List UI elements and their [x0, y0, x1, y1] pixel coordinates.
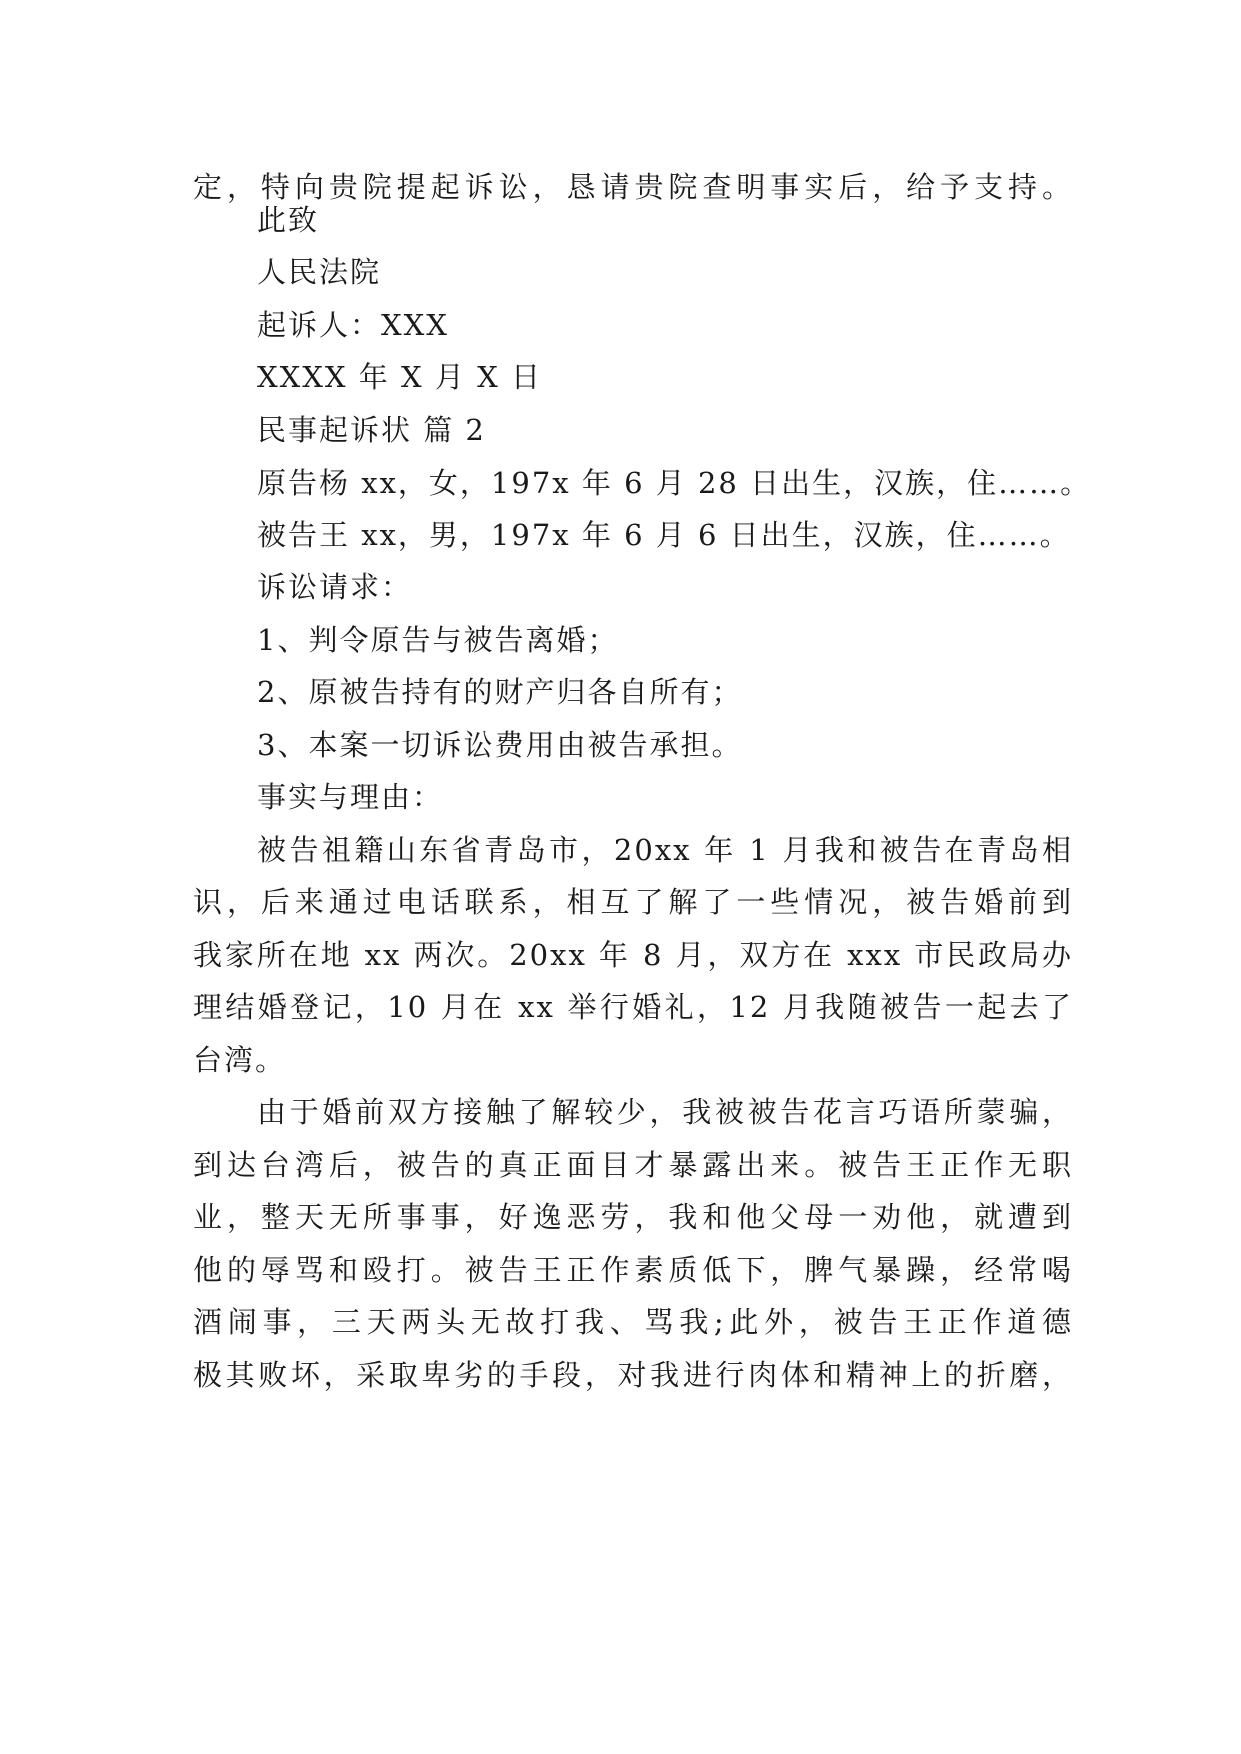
court-name: 人民法院 [257, 255, 382, 289]
paragraph-line: 极其败坏，采取卑劣的手段，对我进行肉体和精神上的折磨， [193, 1358, 1073, 1392]
claim-item: 1、判令原告与被告离婚； [257, 623, 619, 657]
plaintiff-signature: 起诉人：XXX [257, 308, 449, 342]
text-line: 定，特向贵院提起诉讼，恳请贵院查明事实后，给予支持。 [193, 170, 1073, 204]
paragraph-line: 业，整天无所事事，好逸恶劳，我和他父母一劝他，就遭到 [193, 1200, 1073, 1234]
paragraph-line: 到达台湾后，被告的真正面目才暴露出来。被告王正作无职 [193, 1148, 1073, 1182]
paragraph-line: 识，后来通过电话联系，相互了解了一些情况，被告婚前到 [193, 885, 1073, 919]
claim-item: 3、本案一切诉讼费用由被告承担。 [257, 728, 743, 762]
salutation: 此致 [257, 203, 320, 237]
section-heading: 民事起诉状 篇 2 [257, 413, 486, 447]
paragraph-line: 被告祖籍山东省青岛市，20xx 年 1 月我和被告在青岛相 [257, 833, 1073, 867]
paragraph-line: 理结婚登记，10 月在 xx 举行婚礼，12 月我随被告一起去了 [193, 990, 1073, 1024]
claims-heading: 诉讼请求： [257, 570, 413, 604]
facts-heading: 事实与理由： [257, 780, 444, 814]
plaintiff-info: 原告杨 xx，女，197x 年 6 月 28 日出生，汉族，住……。 [257, 466, 1092, 500]
defendant-info: 被告王 xx，男，197x 年 6 月 6 日出生，汉族，住……。 [257, 518, 1071, 552]
claim-item: 2、原被告持有的财产归各自所有； [257, 675, 743, 709]
paragraph-line: 我家所在地 xx 两次。20xx 年 8 月，双方在 xxx 市民政局办 [193, 938, 1073, 972]
paragraph-line: 酒闹事，三天两头无故打我、骂我;此外，被告王正作道德 [193, 1305, 1073, 1339]
paragraph-line: 由于婚前双方接触了解较少，我被被告花言巧语所蒙骗， [257, 1095, 1073, 1129]
paragraph-line: 台湾。 [193, 1043, 287, 1077]
date-line: XXXX 年 X 月 X 日 [257, 360, 542, 394]
paragraph-line: 他的辱骂和殴打。被告王正作素质低下，脾气暴躁，经常喝 [193, 1253, 1073, 1287]
